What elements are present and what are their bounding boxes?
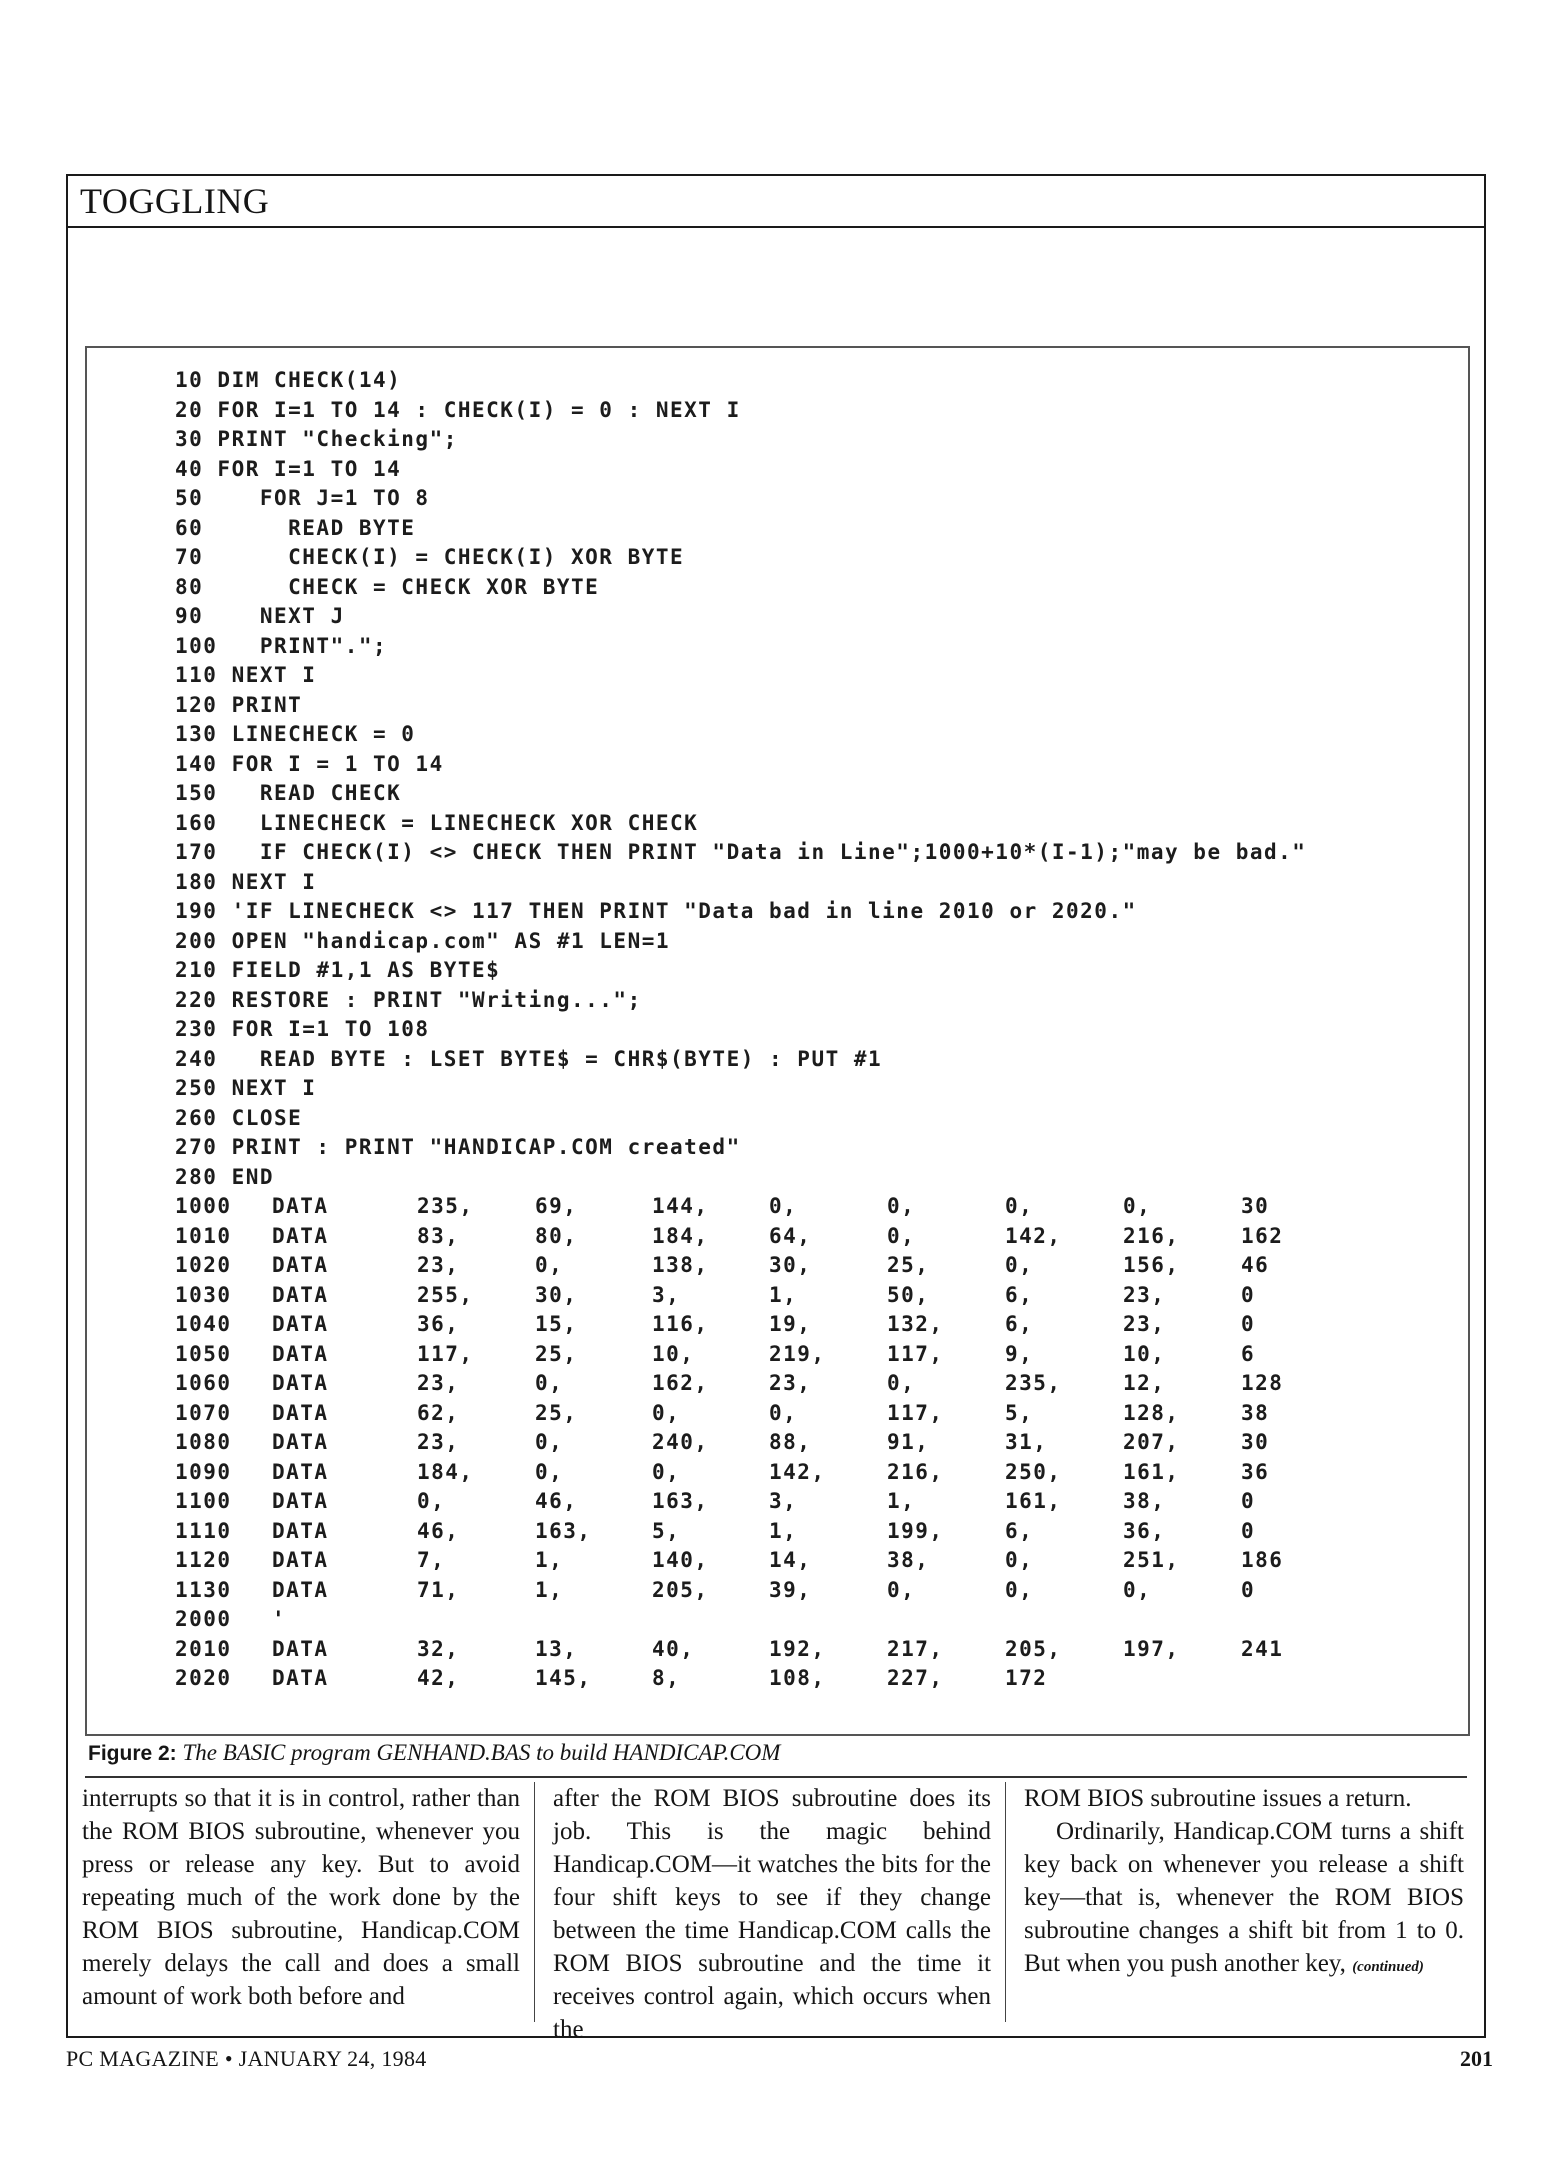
code-text: 120 PRINT [175, 692, 303, 717]
code-line [87, 1637, 1468, 1666]
code-token: 6, [1005, 1518, 1034, 1543]
code-token: 30, [769, 1253, 812, 1277]
code-token: 15, [535, 1312, 578, 1336]
code-token: 36, [1123, 1518, 1166, 1543]
code-text: 150 READ CHECK [175, 781, 402, 805]
code-token: 132, [887, 1312, 944, 1336]
code-token: 205, [1005, 1636, 1062, 1661]
code-token: DATA [272, 1312, 329, 1336]
code-token: 23, [1123, 1312, 1166, 1336]
code-token: DATA [272, 1459, 329, 1484]
code-token: 5, [1005, 1400, 1034, 1425]
code-token: 207, [1123, 1430, 1180, 1454]
code-token: 0 [1241, 1312, 1256, 1336]
code-line [87, 1371, 1468, 1400]
code-line [87, 1342, 1468, 1371]
code-line [87, 1135, 1468, 1164]
code-line [87, 427, 1468, 456]
code-token: 216, [887, 1459, 944, 1484]
code-text: 70 CHECK(I) = CHECK(I) XOR BYTE [175, 545, 685, 569]
code-token: 140, [652, 1548, 709, 1572]
code-line [87, 1607, 1468, 1636]
code-token: 5, [652, 1518, 681, 1543]
code-line [87, 1666, 1468, 1695]
code-token: DATA [272, 1223, 329, 1248]
code-text: 10 DIM CHECK(14) [175, 368, 402, 392]
body-column-3 [1024, 1782, 1464, 1984]
code-token: 0, [887, 1194, 916, 1218]
code-text: 190 'IF LINECHECK <> 117 THEN PRINT "Data bad in line 2010 or 2020." [175, 899, 1137, 923]
code-token: 23, [1123, 1282, 1166, 1307]
code-text: 90 NEXT J [175, 604, 345, 628]
code-token: 108, [769, 1666, 826, 1690]
code-token: 184, [417, 1459, 474, 1484]
code-token: 251, [1123, 1548, 1180, 1572]
code-token: 241 [1241, 1636, 1284, 1661]
code-token: 0, [535, 1371, 564, 1395]
code-line [87, 1224, 1468, 1253]
code-token: 0, [1005, 1577, 1034, 1602]
code-token: 1, [887, 1489, 916, 1513]
code-text: 1000 [175, 1194, 232, 1218]
code-text: 230 FOR I=1 TO 108 [175, 1017, 430, 1041]
code-token: 50, [887, 1282, 930, 1307]
code-token: ' [272, 1607, 287, 1631]
code-text: 240 READ BYTE : LSET BYTE$ = CHR$(BYTE) : PUT #1 [175, 1046, 883, 1071]
column-2-text: after the ROM BIOS subroutine does its job. This is the magic behind Handicap.COM—it watches the bits for the four shift keys to see if they change between the time Handicap.COM calls the ROM BIOS subroutine and the time it receives control again, which occurs when the [553, 1785, 991, 2043]
code-token: 0, [652, 1400, 681, 1425]
code-line [87, 575, 1468, 604]
code-token: 192, [769, 1636, 826, 1661]
code-token: 162, [652, 1371, 709, 1395]
code-text: 160 LINECHECK = LINECHECK XOR CHECK [175, 810, 699, 835]
code-token: 1, [535, 1548, 564, 1572]
code-line [87, 1430, 1468, 1459]
code-token: 25, [887, 1253, 930, 1277]
code-token: 32, [417, 1636, 460, 1661]
code-line [87, 722, 1468, 751]
article-frame [66, 174, 1486, 2043]
code-line [87, 1047, 1468, 1076]
code-text: 250 NEXT I [175, 1076, 317, 1100]
code-token: 46, [535, 1489, 578, 1513]
column-divider-1 [534, 1782, 535, 2022]
code-line [87, 368, 1468, 397]
code-line [87, 663, 1468, 692]
code-line [87, 1106, 1468, 1135]
code-listing [85, 346, 1470, 1736]
code-token: 1, [769, 1518, 798, 1543]
code-text: 200 OPEN "handicap.com" AS #1 LEN=1 [175, 928, 671, 953]
code-token: 30, [535, 1282, 578, 1307]
code-line [87, 1548, 1468, 1577]
code-token: 0, [769, 1194, 798, 1218]
code-token: 0 [1241, 1518, 1256, 1543]
code-text: 1120 [175, 1548, 232, 1572]
code-line [87, 604, 1468, 633]
code-token: 156, [1123, 1253, 1180, 1277]
code-line [87, 1519, 1468, 1548]
code-line [87, 1076, 1468, 1105]
figure-label: Figure 2: [88, 1742, 177, 1765]
code-text: 1010 [175, 1223, 232, 1248]
code-token: DATA [272, 1253, 329, 1277]
footer-publication: PC MAGAZINE • JANUARY 24, 1984 [66, 2046, 427, 2071]
column-divider-2 [1005, 1782, 1006, 2022]
code-token: 144, [652, 1194, 709, 1218]
code-token: 30 [1241, 1430, 1270, 1454]
code-token: 0, [1005, 1548, 1034, 1572]
code-token: 6 [1241, 1341, 1256, 1366]
code-line [87, 457, 1468, 486]
code-text: 1130 [175, 1577, 232, 1602]
code-token: 0, [535, 1253, 564, 1277]
figure-caption-text: The BASIC program GENHAND.BAS to build HANDICAP.COM [182, 1740, 781, 1765]
code-token: 128, [1123, 1400, 1180, 1425]
code-token: 117, [417, 1341, 474, 1366]
code-token: 36 [1241, 1459, 1270, 1484]
code-token: DATA [272, 1282, 329, 1307]
code-token: DATA [272, 1666, 329, 1690]
code-line [87, 634, 1468, 663]
code-line [87, 929, 1468, 958]
code-token: 0, [887, 1223, 916, 1248]
code-text: 280 END [175, 1164, 275, 1189]
column-1-text: interrupts so that it is in control, rather than the ROM BIOS subroutine, whenever you press or release any key. But to avoid repeating much of the work done by the ROM BIOS subroutine, Handicap.COM merely delays the call and does a small amount of work both before and [82, 1785, 520, 2010]
code-token: 219, [769, 1341, 826, 1366]
code-token: 162 [1241, 1223, 1284, 1248]
code-token: 38, [1123, 1489, 1166, 1513]
code-token: 46 [1241, 1253, 1270, 1277]
code-line [87, 811, 1468, 840]
code-text: 40 FOR I=1 TO 14 [175, 456, 402, 481]
code-text: 130 LINECHECK = 0 [175, 722, 416, 746]
code-text: 1030 [175, 1282, 232, 1307]
code-token: 23, [769, 1371, 812, 1395]
code-token: 0, [1005, 1253, 1034, 1277]
code-token: 0, [887, 1371, 916, 1395]
section-title: TOGGLING [80, 181, 270, 221]
code-token: DATA [272, 1518, 329, 1543]
code-token: 138, [652, 1253, 709, 1277]
code-token: 1, [535, 1577, 564, 1602]
code-token: 10, [1123, 1341, 1166, 1366]
code-token: 8, [652, 1666, 681, 1690]
code-line [87, 752, 1468, 781]
code-token: 250, [1005, 1459, 1062, 1484]
code-token: 40, [652, 1636, 695, 1661]
code-token: 0, [1123, 1194, 1152, 1218]
code-line [87, 486, 1468, 515]
code-token: 142, [769, 1459, 826, 1484]
code-token: 39, [769, 1577, 812, 1602]
code-line [87, 1194, 1468, 1223]
code-token: 9, [1005, 1341, 1034, 1366]
code-token: 69, [535, 1194, 578, 1218]
code-text: 1040 [175, 1312, 232, 1336]
code-token: 7, [417, 1548, 446, 1572]
code-token: 0 [1241, 1577, 1256, 1602]
code-token: DATA [272, 1194, 329, 1218]
code-token: 38, [887, 1548, 930, 1572]
code-token: DATA [272, 1400, 329, 1425]
code-text: 1110 [175, 1518, 232, 1543]
code-line [87, 870, 1468, 899]
code-line [87, 545, 1468, 574]
code-token: DATA [272, 1636, 329, 1661]
code-line [87, 1578, 1468, 1607]
code-token: 0, [1123, 1577, 1152, 1602]
code-text: 50 FOR J=1 TO 8 [175, 486, 430, 510]
code-text: 100 PRINT"."; [175, 633, 388, 658]
body-column-1 [82, 1782, 520, 2013]
code-token: 12, [1123, 1371, 1166, 1395]
code-token: 6, [1005, 1312, 1034, 1336]
code-text: 1060 [175, 1371, 232, 1395]
code-token: 255, [417, 1282, 474, 1307]
code-line [87, 516, 1468, 545]
code-line [87, 1165, 1468, 1194]
code-token: 19, [769, 1312, 812, 1336]
code-line [87, 899, 1468, 928]
code-token: 1, [769, 1282, 798, 1307]
code-token: 31, [1005, 1430, 1048, 1454]
code-text: 110 NEXT I [175, 663, 317, 687]
code-text: 20 FOR I=1 TO 14 : CHECK(I) = 0 : NEXT I [175, 397, 741, 422]
code-token: 0, [769, 1400, 798, 1425]
code-token: 0, [652, 1459, 681, 1484]
code-token: 36, [417, 1312, 460, 1336]
code-token: 163, [652, 1489, 709, 1513]
code-token: 197, [1123, 1636, 1180, 1661]
code-token: 205, [652, 1577, 709, 1602]
code-token: 64, [769, 1223, 812, 1248]
code-token: 128 [1241, 1371, 1284, 1395]
code-line [87, 1401, 1468, 1430]
code-token: 10, [652, 1341, 695, 1366]
code-token: 83, [417, 1223, 460, 1248]
code-token: 240, [652, 1430, 709, 1454]
code-token: 163, [535, 1518, 592, 1543]
code-token: 46, [417, 1518, 460, 1543]
code-token: 184, [652, 1223, 709, 1248]
code-token: 71, [417, 1577, 460, 1602]
code-text: 140 FOR I = 1 TO 14 [175, 751, 444, 776]
body-column-2 [553, 1782, 991, 2046]
code-token: 13, [535, 1636, 578, 1661]
code-token: 91, [887, 1430, 930, 1454]
code-token: 23, [417, 1253, 460, 1277]
code-line [87, 1283, 1468, 1312]
code-line [87, 1017, 1468, 1046]
code-text: 1070 [175, 1400, 232, 1425]
code-listing-lines [87, 348, 1468, 1734]
caption-divider [85, 1776, 1467, 1778]
code-token: 117, [887, 1341, 944, 1366]
column-3-text-2: Ordinarily, Handicap.COM turns a shift key back on whenever you release a shift key—that is, whenever the ROM BIOS subroutine changes a shift bit from 1 to 0. But when you push another key, [1024, 1818, 1464, 1977]
code-token: 0, [1005, 1194, 1034, 1218]
code-token: 0 [1241, 1282, 1256, 1307]
code-token: 25, [535, 1341, 578, 1366]
code-token: 38 [1241, 1400, 1270, 1425]
code-token: DATA [272, 1371, 329, 1395]
code-token: DATA [272, 1489, 329, 1513]
code-token: 117, [887, 1400, 944, 1425]
code-token: 0, [535, 1459, 564, 1484]
code-text: 1050 [175, 1341, 232, 1366]
code-token: 0, [887, 1577, 916, 1602]
code-text: 210 FIELD #1,1 AS BYTE$ [175, 958, 501, 982]
code-text: 1080 [175, 1430, 232, 1454]
code-token: 62, [417, 1400, 460, 1425]
figure-caption [88, 1740, 780, 1766]
code-text: 60 READ BYTE [175, 515, 416, 540]
footer-page-number: 201 [1460, 2046, 1493, 2071]
code-line [87, 1489, 1468, 1518]
code-token: 217, [887, 1636, 944, 1661]
code-token: 30 [1241, 1194, 1270, 1218]
code-text: 180 NEXT I [175, 869, 317, 894]
code-token: 235, [1005, 1371, 1062, 1395]
code-token: 6, [1005, 1282, 1034, 1307]
code-line [87, 988, 1468, 1017]
code-token: DATA [272, 1577, 329, 1602]
code-token: DATA [272, 1430, 329, 1454]
code-text: 270 PRINT : PRINT "HANDICAP.COM created" [175, 1135, 741, 1159]
code-token: 235, [417, 1194, 474, 1218]
code-token: 161, [1005, 1489, 1062, 1513]
code-text: 1100 [175, 1489, 232, 1513]
code-token: 42, [417, 1666, 460, 1690]
code-line [87, 840, 1468, 869]
code-token: 0 [1241, 1489, 1256, 1513]
section-header [68, 176, 1484, 228]
code-token: 145, [535, 1666, 592, 1690]
code-line [87, 1460, 1468, 1489]
code-text: 1020 [175, 1253, 232, 1277]
code-token: 227, [887, 1666, 944, 1690]
code-token: 0, [535, 1430, 564, 1454]
code-token: 88, [769, 1430, 812, 1454]
code-text: 2000 [175, 1607, 232, 1631]
code-token: 161, [1123, 1459, 1180, 1484]
code-text: 170 IF CHECK(I) <> CHECK THEN PRINT "Data in Line";1000+10*(I-1);"may be bad." [175, 840, 1307, 864]
code-token: 23, [417, 1430, 460, 1454]
code-line [87, 781, 1468, 810]
code-token: DATA [272, 1548, 329, 1572]
code-token: 80, [535, 1223, 578, 1248]
code-token: 23, [417, 1371, 460, 1395]
column-3-text-1: ROM BIOS subroutine issues a return. [1024, 1785, 1412, 1812]
code-token: 142, [1005, 1223, 1062, 1248]
code-token: 216, [1123, 1223, 1180, 1248]
code-line [87, 1312, 1468, 1341]
code-text: 30 PRINT "Checking"; [175, 427, 458, 451]
code-text: 2010 [175, 1636, 232, 1661]
code-line [87, 1253, 1468, 1282]
code-text: 220 RESTORE : PRINT "Writing..."; [175, 987, 642, 1012]
code-token: 25, [535, 1400, 578, 1425]
continued-marker: (continued) [1352, 1959, 1424, 1975]
code-token: 199, [887, 1518, 944, 1543]
code-token: 172 [1005, 1666, 1048, 1690]
code-text: 260 CLOSE [175, 1105, 303, 1130]
code-line [87, 398, 1468, 427]
code-text: 1090 [175, 1459, 232, 1484]
code-token: 14, [769, 1548, 812, 1572]
code-token: 116, [652, 1312, 709, 1336]
code-text: 80 CHECK = CHECK XOR BYTE [175, 574, 600, 599]
code-token: DATA [272, 1341, 329, 1366]
code-token: 0, [417, 1489, 446, 1513]
code-token: 3, [652, 1282, 681, 1307]
code-token: 186 [1241, 1548, 1284, 1572]
code-text: 2020 [175, 1666, 232, 1690]
code-line [87, 693, 1468, 722]
code-line [87, 958, 1468, 987]
code-token: 3, [769, 1489, 798, 1513]
